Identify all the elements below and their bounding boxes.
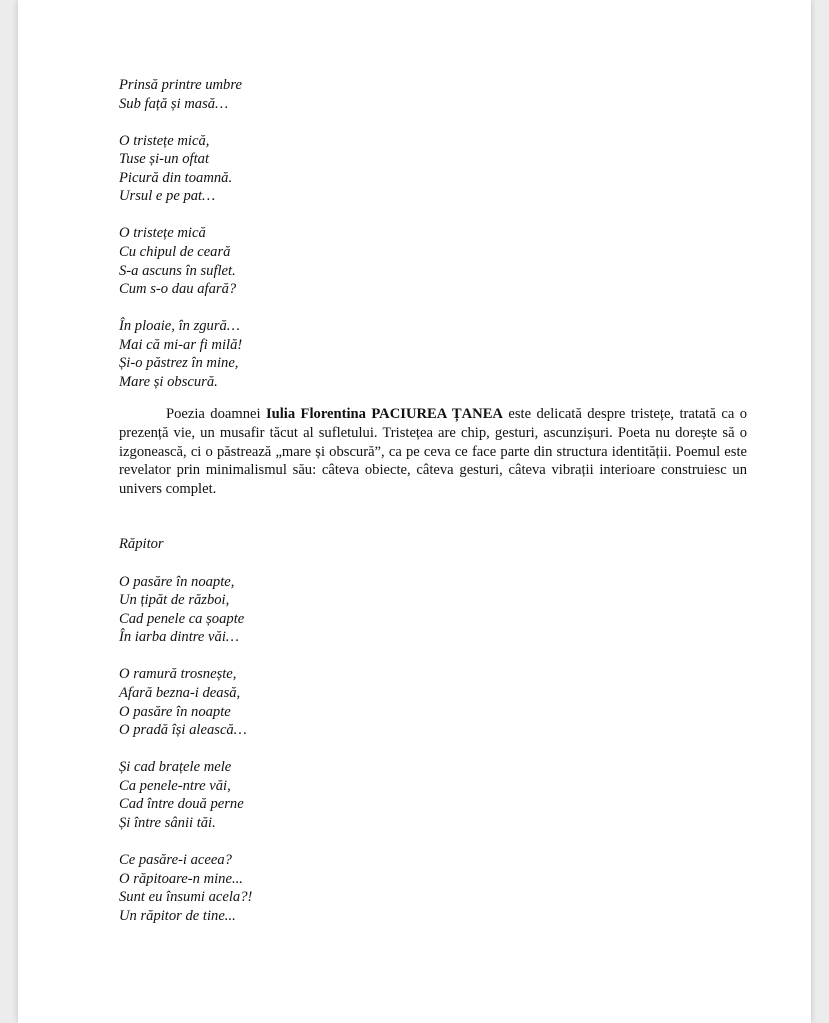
verse-line: S-a ascuns în suflet. <box>119 262 236 279</box>
verse-line: O tristețe mică <box>119 225 206 242</box>
poem-2-stanza-2 <box>119 665 747 739</box>
poem-1-stanza-2 <box>119 132 747 206</box>
commentary-body: este delicată despre tristețe, tratată ca o prezență vie, un musafir tăcut al sufletului. Tristețea are chip, gesturi, ascunzișuri. Poeta nu dorește să o izgonească, ci o păstrează „mare și obscură”, ca pe ceva ce face parte din structura identității. Poemul este revelator prin minimalismul său: câteva obiecte, câteva gesturi, câteva vibrații interioare construiesc un univers complet. <box>119 406 747 497</box>
verse-line: Sub față și masă… <box>119 95 229 112</box>
page-text <box>119 76 747 925</box>
verse-line: O pasăre în noapte, <box>119 573 235 590</box>
commentary-paragraph <box>119 405 747 498</box>
poem-1-stanza-1 <box>119 76 747 113</box>
verse-line: Cad între două perne <box>119 796 244 813</box>
verse-line: Un răpitor de tine... <box>119 907 236 924</box>
poem-1-stanza-3 <box>119 224 747 298</box>
verse-line: Și-o păstrez în mine, <box>119 355 239 372</box>
poem-1-stanza-4 <box>119 317 747 391</box>
verse-line: O ramură trosnește, <box>119 666 237 683</box>
verse-line: Mai că mi-ar fi milă! <box>119 336 243 353</box>
verse-line: Mare și obscură. <box>119 373 218 390</box>
verse-line: Și cad brațele mele <box>119 759 232 776</box>
verse-line: Un țipăt de război, <box>119 592 230 609</box>
verse-line: O tristețe mică, <box>119 132 210 149</box>
verse-line: Cad penele ca șoapte <box>119 610 245 627</box>
document-page <box>18 0 811 1023</box>
verse-line: Tuse și-un oftat <box>119 151 210 168</box>
verse-line: În iarba dintre văi… <box>119 629 239 646</box>
verse-line: O pradă își alească… <box>119 722 247 739</box>
verse-line: Ursul e pe pat… <box>119 188 216 205</box>
author-name: Iulia Florentina PACIUREA ȚANEA <box>265 406 503 423</box>
verse-line: Prinsă printre umbre <box>119 77 242 93</box>
verse-line: În ploaie, în zgură… <box>119 318 240 335</box>
poem-2-stanza-4 <box>119 851 747 925</box>
verse-line: Cum s-o dau afară? <box>119 281 237 298</box>
poem-1 <box>119 76 747 391</box>
verse-line: O pasăre în noapte <box>119 703 231 720</box>
verse-line: Cu chipul de ceară <box>119 243 231 260</box>
poem-2 <box>119 573 747 926</box>
poem-2-stanza-1 <box>119 573 747 647</box>
verse-line: Afară bezna-i deasă, <box>119 685 241 701</box>
verse-line: Și între sânii tăi. <box>119 814 216 831</box>
poem-2-stanza-3 <box>119 758 747 832</box>
verse-line: Ce pasăre-i aceea? <box>119 851 232 868</box>
verse-line: Sunt eu însumi acela?! <box>119 889 253 906</box>
poem-2-title: Răpitor <box>119 536 164 553</box>
verse-line: O răpitoare-n mine... <box>119 870 243 887</box>
commentary-lead: Poezia doamnei <box>166 406 266 423</box>
verse-line: Picură din toamnă. <box>119 169 233 186</box>
verse-line: Ca penele-ntre văi, <box>119 777 231 794</box>
